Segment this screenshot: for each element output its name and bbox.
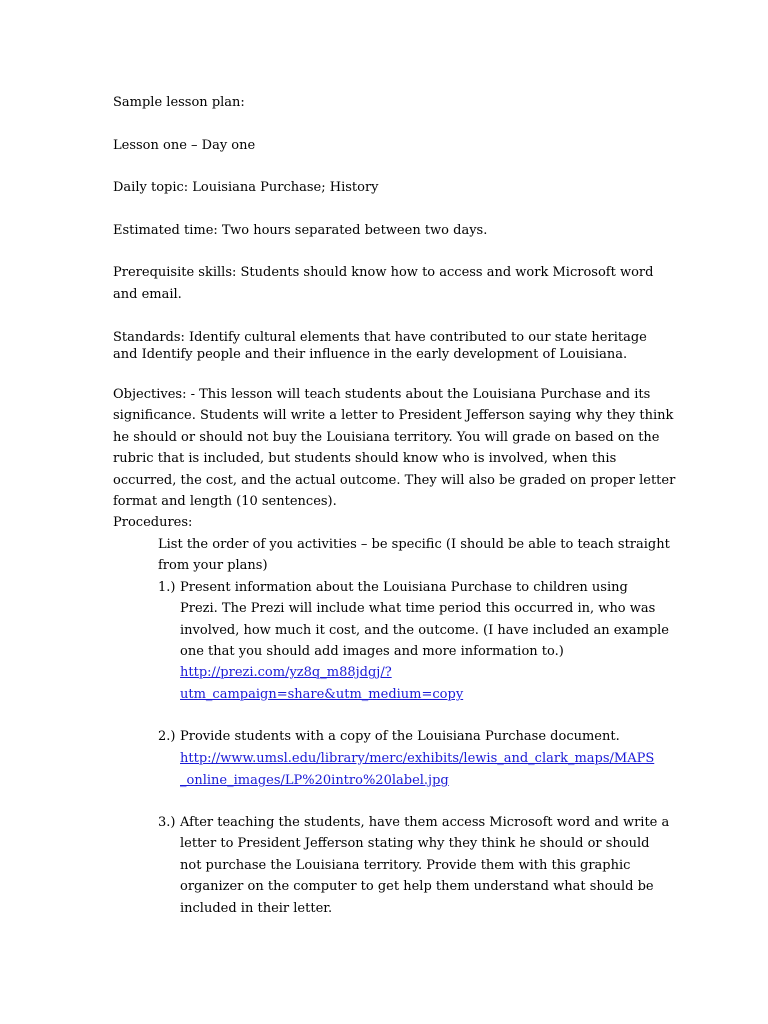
step-line: one that you should add images and more information to.) bbox=[180, 644, 564, 659]
standards-line: and Identify people and their influence in the early development of Louisiana. bbox=[113, 347, 628, 362]
step-line: letter to President Jefferson stating why they think he should or should bbox=[180, 836, 650, 851]
step-number: 3.) bbox=[158, 815, 176, 830]
step-link-line bbox=[180, 773, 449, 789]
step-number: 1.) bbox=[158, 580, 176, 595]
prerequisite-line: and email. bbox=[113, 287, 182, 302]
step-line: organizer on the computer to get help them understand what should be bbox=[180, 879, 654, 894]
objectives-line: format and length (10 sentences). bbox=[113, 494, 337, 509]
procedures-label: Procedures: bbox=[113, 515, 193, 530]
prezi-link[interactable]: http://prezi.com/yz8q_m88jdgj/? bbox=[180, 665, 392, 680]
estimated-time: Estimated time: Two hours separated between two days. bbox=[113, 223, 488, 238]
step-line: After teaching the students, have them access Microsoft word and write a bbox=[180, 815, 670, 830]
objectives-line: rubric that is included, but students should know who is involved, when this bbox=[113, 451, 617, 466]
step-link-line bbox=[180, 665, 392, 681]
objectives-line: Objectives: - This lesson will teach students about the Louisiana Purchase and its bbox=[113, 387, 651, 402]
step-number: 2.) bbox=[158, 729, 176, 744]
document-heading: Sample lesson plan: bbox=[113, 95, 245, 110]
step-line: Present information about the Louisiana Purchase to children using bbox=[180, 580, 628, 595]
prerequisite-line: Prerequisite skills: Students should know how to access and work Microsoft word bbox=[113, 265, 654, 280]
objectives-line: he should or should not buy the Louisiana territory. You will grade on based on the bbox=[113, 430, 660, 445]
step-line: not purchase the Louisiana territory. Provide them with this graphic bbox=[180, 858, 631, 873]
standards-line: Standards: Identify cultural elements that have contributed to our state heritage bbox=[113, 330, 647, 345]
daily-topic: Daily topic: Louisiana Purchase; History bbox=[113, 180, 379, 195]
prezi-link[interactable]: utm_campaign=share&utm_medium=copy bbox=[180, 687, 464, 702]
procedures-intro-line: List the order of you activities – be specific (I should be able to teach straight bbox=[158, 537, 670, 552]
step-link-line bbox=[180, 751, 654, 767]
objectives-line: significance. Students will write a letter to President Jefferson saying why they think bbox=[113, 408, 674, 423]
objectives-line: occurred, the cost, and the actual outcome. They will also be graded on proper letter bbox=[113, 473, 676, 488]
step-line: included in their letter. bbox=[180, 901, 333, 916]
step-link-line bbox=[180, 687, 463, 703]
step-line: Provide students with a copy of the Louisiana Purchase document. bbox=[180, 729, 620, 744]
louisiana-purchase-document-link[interactable]: _online_images/LP%20intro%20label.jpg bbox=[180, 773, 449, 788]
louisiana-purchase-document-link[interactable]: http://www.umsl.edu/library/merc/exhibits/lewis_and_clark_maps/MAPS bbox=[180, 751, 655, 766]
procedures-intro-line: from your plans) bbox=[158, 558, 268, 573]
step-line: Prezi. The Prezi will include what time period this occurred in, who was bbox=[180, 601, 656, 616]
lesson-label: Lesson one – Day one bbox=[113, 138, 256, 153]
step-line: involved, how much it cost, and the outcome. (I have included an example bbox=[180, 623, 669, 638]
